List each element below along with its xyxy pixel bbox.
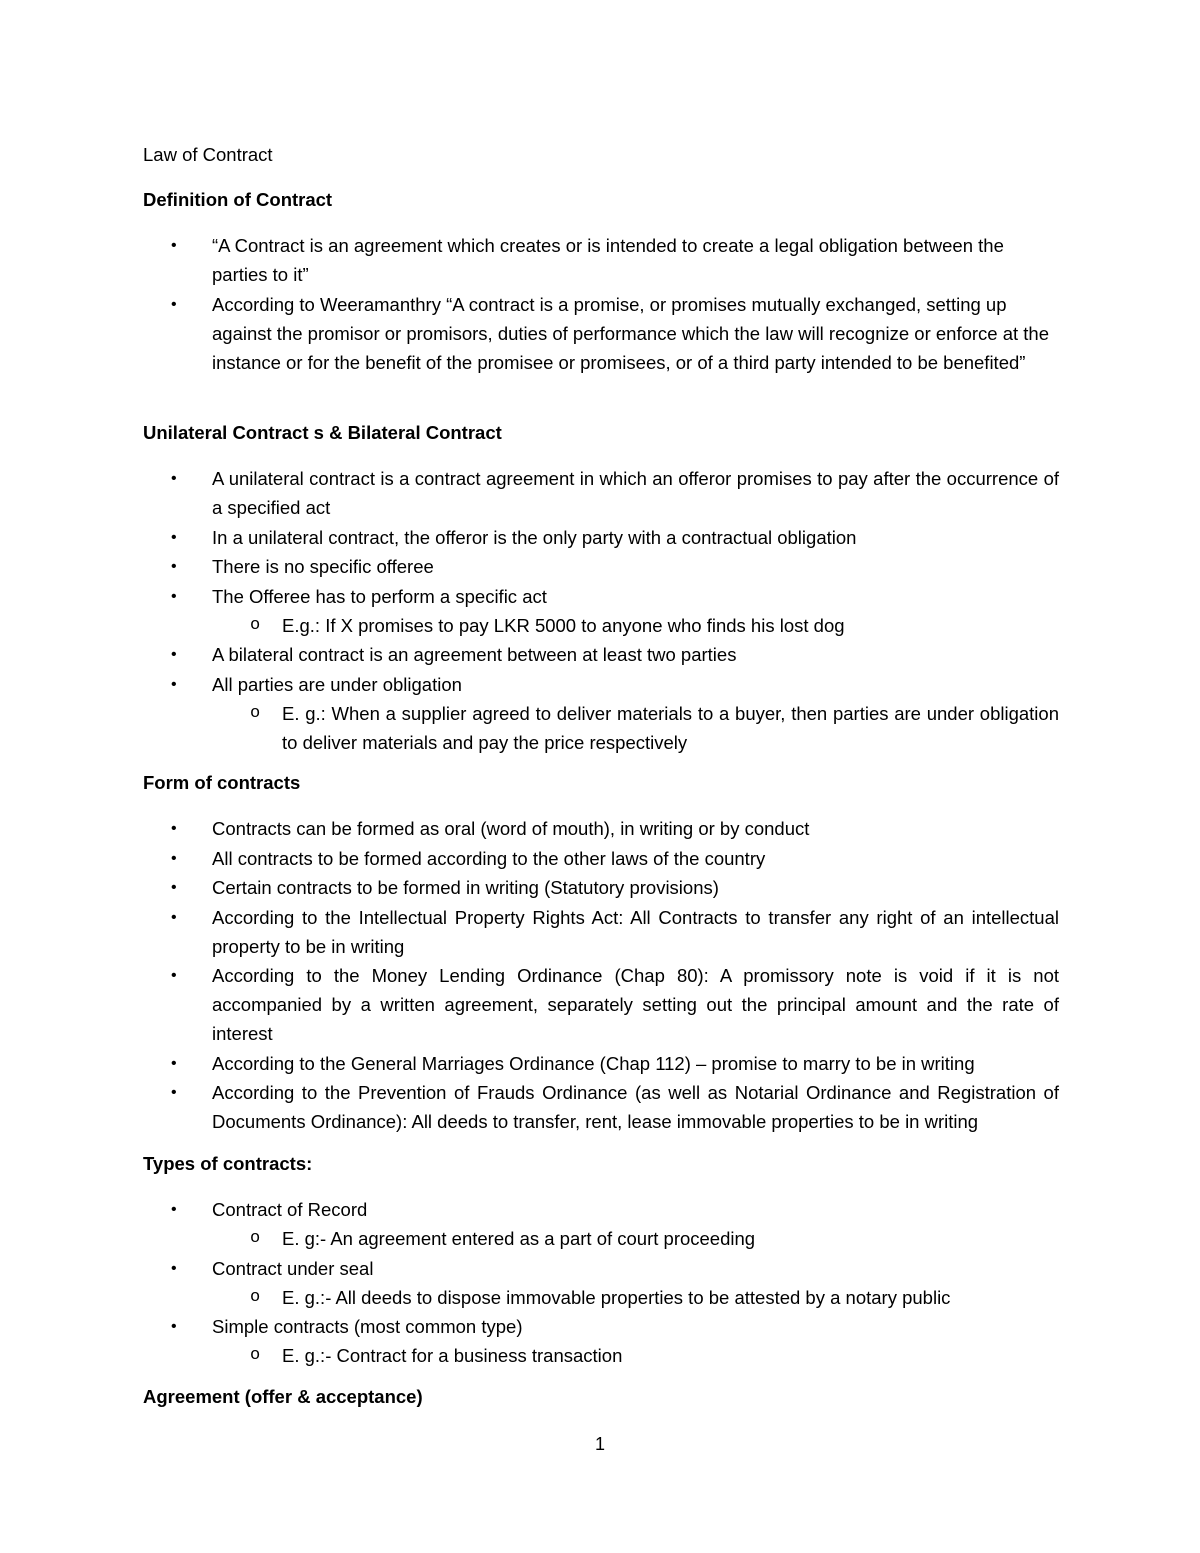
bullet-icon: • xyxy=(171,675,177,693)
types-list xyxy=(143,1195,1059,1371)
list-item-text: According to Weeramanthry “A contract is a promise, or promises mutually exchanged, setting up against the promisor or promisors, duties of performance which the law will recognize or enforce at the instance or for the benefit of the promisee or promisees, or of a third party intended to be benefited” xyxy=(212,293,1049,373)
sub-list-item-text: E. g:- An agreement entered as a part of court proceeding xyxy=(282,1228,756,1249)
sub-list-item xyxy=(212,1341,1059,1370)
section-heading-form: Form of contracts xyxy=(143,772,301,793)
sub-list xyxy=(212,699,1059,757)
bullet-icon: • xyxy=(171,849,177,867)
list-item xyxy=(143,290,1059,377)
definition-list xyxy=(143,231,1059,377)
list-item-text: Contracts can be formed as oral (word of mouth), in writing or by conduct xyxy=(212,818,810,839)
section-heading-definition: Definition of Contract xyxy=(143,189,333,210)
sub-list xyxy=(212,1341,1059,1370)
sub-list-item-text: E.g.: If X promises to pay LKR 5000 to anyone who finds his lost dog xyxy=(282,614,845,636)
bullet-icon: • xyxy=(171,1201,177,1218)
bullet-icon: • xyxy=(171,1084,177,1101)
list-item xyxy=(143,844,1059,873)
list-item-text: All parties are under obligation xyxy=(212,673,462,695)
list-item-text: According to the Prevention of Frauds Ordinance (as well as Notarial Ordinance and Registration of Documents Ordinance): All deeds to transfer, rent, lease immovable properties to be in writing xyxy=(212,1082,1059,1132)
document-title: Law of Contract xyxy=(143,144,273,165)
bullet-icon: • xyxy=(171,587,177,605)
sub-list-item-text: E. g.: When a supplier agreed to deliver materials to a buyer, then parties are under obligation to deliver materials and pay the price respectively xyxy=(282,702,1059,753)
bullet-icon: • xyxy=(171,1259,177,1277)
sub-list xyxy=(212,611,1059,640)
list-item xyxy=(143,640,1059,669)
bullet-icon: • xyxy=(171,820,177,837)
list-item xyxy=(143,1254,1059,1312)
sub-list-item xyxy=(212,1283,1059,1312)
list-item xyxy=(143,1078,1059,1136)
bullet-icon: • xyxy=(171,646,177,663)
list-item-text: The Offeree has to perform a specific act xyxy=(212,585,547,607)
list-item xyxy=(143,1195,1059,1253)
list-item xyxy=(143,523,1059,552)
list-item-text: There is no specific offeree xyxy=(212,556,434,577)
bullet-icon: • xyxy=(171,237,177,254)
list-item-text: According to the Money Lending Ordinance (Chap 80): A promissory note is void if it is not accompanied by a written agreement, separately setting out the principal amount and the rate of interest xyxy=(212,965,1059,1044)
list-item xyxy=(143,670,1059,757)
form-list xyxy=(143,814,1059,1137)
list-item xyxy=(143,464,1059,522)
bullet-icon: • xyxy=(171,1054,177,1072)
bullet-icon: • xyxy=(171,908,177,926)
list-item-text: All contracts to be formed according to the other laws of the country xyxy=(212,847,766,869)
bullet-icon: • xyxy=(171,295,177,313)
bullet-icon: • xyxy=(171,470,177,487)
circle-bullet-icon: o xyxy=(250,1287,261,1307)
list-item-text: Contract of Record xyxy=(212,1199,368,1220)
sub-list xyxy=(212,1283,1059,1312)
circle-bullet-icon: o xyxy=(250,1346,261,1365)
list-item-text: In a unilateral contract, the offeror is the only party with a contractual obligation xyxy=(212,526,857,548)
sub-list-item xyxy=(212,611,1059,640)
list-item xyxy=(143,873,1059,902)
list-item-text: Simple contracts (most common type) xyxy=(212,1316,523,1337)
list-item xyxy=(143,1312,1059,1370)
section-heading-unilateral: Unilateral Contract s & Bilateral Contract xyxy=(143,422,502,443)
list-item-text: “A Contract is an agreement which creates or is intended to create a legal obligation between the parties to it” xyxy=(212,235,1004,285)
list-item-text: A bilateral contract is an agreement between at least two parties xyxy=(212,644,737,665)
list-item xyxy=(143,903,1059,961)
bullet-icon: • xyxy=(171,1318,177,1335)
list-item-text: According to the Intellectual Property Rights Act: All Contracts to transfer any right of an intellectual property to be in writing xyxy=(212,906,1059,957)
section-heading-agreement: Agreement (offer & acceptance) xyxy=(143,1386,423,1407)
sub-list-item-text: E. g.:- Contract for a business transaction xyxy=(282,1345,623,1366)
bullet-icon: • xyxy=(171,528,177,546)
list-item-text: According to the General Marriages Ordinance (Chap 112) – promise to marry to be in writing xyxy=(212,1052,975,1074)
list-item xyxy=(143,552,1059,581)
page-number: 1 xyxy=(594,1434,605,1454)
bullet-icon: • xyxy=(171,967,177,984)
unilateral-list xyxy=(143,464,1059,757)
circle-bullet-icon: o xyxy=(250,1229,261,1248)
sub-list xyxy=(212,1224,1059,1253)
sub-list-item xyxy=(212,699,1059,757)
list-item-text: A unilateral contract is a contract agreement in which an offeror promises to pay after the occurrence of a specified act xyxy=(212,468,1059,518)
circle-bullet-icon: o xyxy=(250,615,261,635)
list-item xyxy=(143,961,1059,1048)
sub-list-item-text: E. g.:- All deeds to dispose immovable properties to be attested by a notary public xyxy=(282,1286,951,1308)
list-item xyxy=(143,1049,1059,1078)
bullet-icon: • xyxy=(171,558,177,575)
list-item xyxy=(143,814,1059,843)
section-heading-types: Types of contracts: xyxy=(143,1153,313,1174)
list-item-text: Certain contracts to be formed in writing (Statutory provisions) xyxy=(212,877,719,898)
sub-list-item xyxy=(212,1224,1059,1253)
bullet-icon: • xyxy=(171,879,177,896)
circle-bullet-icon: o xyxy=(250,703,261,723)
list-item xyxy=(143,231,1059,289)
list-item-text: Contract under seal xyxy=(212,1257,374,1279)
list-item xyxy=(143,582,1059,640)
